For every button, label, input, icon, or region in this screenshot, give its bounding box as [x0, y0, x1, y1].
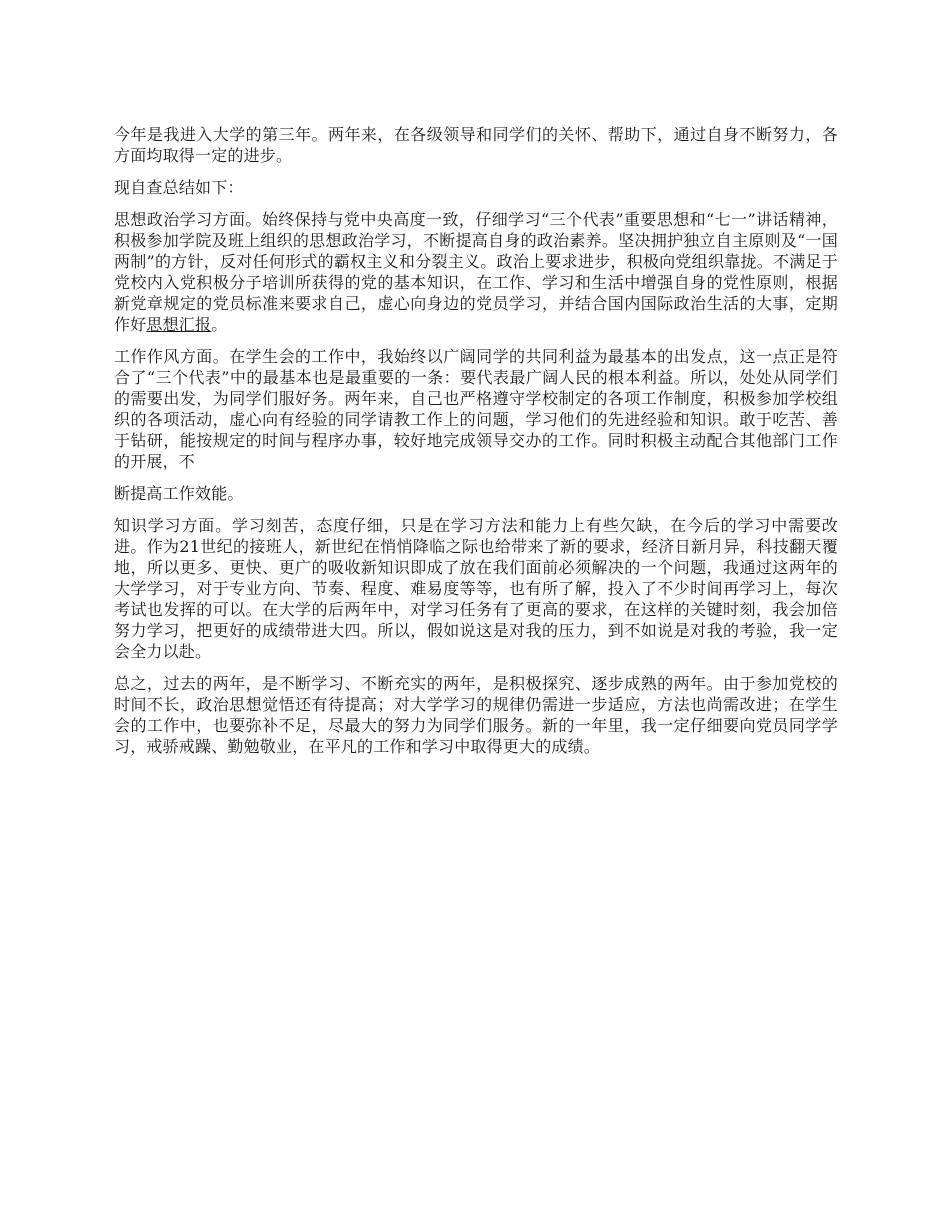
paragraph-text: 断提高工作效能。	[114, 484, 244, 503]
intro-paragraph	[114, 124, 838, 166]
conclusion-paragraph	[114, 673, 838, 757]
summary-heading-paragraph	[114, 177, 838, 198]
work-style-continuation-paragraph	[114, 483, 838, 504]
paragraph-text: 总之，过去的两年，是不断学习、不断充实的两年，是积极探究、逐步成熟的两年。由于参加党校的时间不长，政治思想觉悟还有待提高；对大学学习的规律仍需进一步适应，方法也尚需改进；在学生会的工作中，也要弥补不足，尽最大的努力为同学们服务。新的一年里，我一定仔细要向党员同学学习，戒骄戒躁、勤勉敬业，在平凡的工作和学习中取得更大的成绩。	[114, 674, 838, 756]
paragraph-tail: 。	[211, 315, 228, 334]
thought-report-link[interactable]: 思想汇报	[146, 315, 212, 334]
paragraph-text: 工作作风方面。在学生会的工作中，我始终以广阔同学的共同利益为最基本的出发点，这一点正是符合了“三个代表”中的最基本也是最重要的一条：要代表最广阔人民的根本利益。所以，处处从同学们的需要出发，为同学们服好务。两年来，自己也严格遵守学校制定的各项工作制度，积极参加学校组织的各项活动，虚心向有经验的同学请教工作上的问题，学习他们的先进经验和知识。敢于吃苦、善于钻研，能按规定的时间与程序办事，较好地完成领导交办的工作。同时积极主动配合其他部门工作的开展，不	[114, 347, 838, 471]
knowledge-study-paragraph	[114, 515, 838, 662]
paragraph-text: 知识学习方面。学习刻苦，态度仔细，只是在学习方法和能力上有些欠缺，在今后的学习中需要改进。作为21世纪的接班人，新世纪在悄悄降临之际也给带来了新的要求，经济日新月异，科技翻天覆地，所以更多、更快、更广的吸收新知识即成了放在我们面前必须解决的一个问题，我通过这两年的大学学习，对于专业方向、节奏、程度、难易度等等，也有所了解，投入了不少时间再学习上，每次考试也发挥的可以。在大学的后两年中，对学习任务有了更高的要求，在这样的关键时刻，我会加倍努力学习，把更好的成绩带进大四。所以，假如说这是对我的压力，到不如说是对我的考验，我一定会全力以赴。	[114, 516, 838, 661]
paragraph-text: 现自查总结如下：	[114, 178, 244, 197]
paragraph-text: 今年是我进入大学的第三年。两年来，在各级领导和同学们的关怀、帮助下，通过自身不断努力，各方面均取得一定的进步。	[114, 125, 838, 165]
work-style-paragraph	[114, 346, 838, 472]
political-study-paragraph	[114, 209, 838, 335]
paragraph-text: 思想政治学习方面。始终保持与党中央高度一致，仔细学习“三个代表”重要思想和“七一”讲话精神，积极参加学院及班上组织的思想政治学习，不断提高自身的政治素养。坚决拥护独立自主原则及“一国两制”的方针，反对任何形式的霸权主义和分裂主义。政治上要求进步，积极向党组织靠拢。不满足于党校内入党积极分子培训所获得的党的基本知识，在工作、学习和生活中增强自身的党性原则，根据新党章规定的党员标准来要求自己，虚心向身边的党员学习，并结合国内国际政治生活的大事，定期作好	[114, 210, 838, 334]
document-page	[114, 124, 838, 768]
